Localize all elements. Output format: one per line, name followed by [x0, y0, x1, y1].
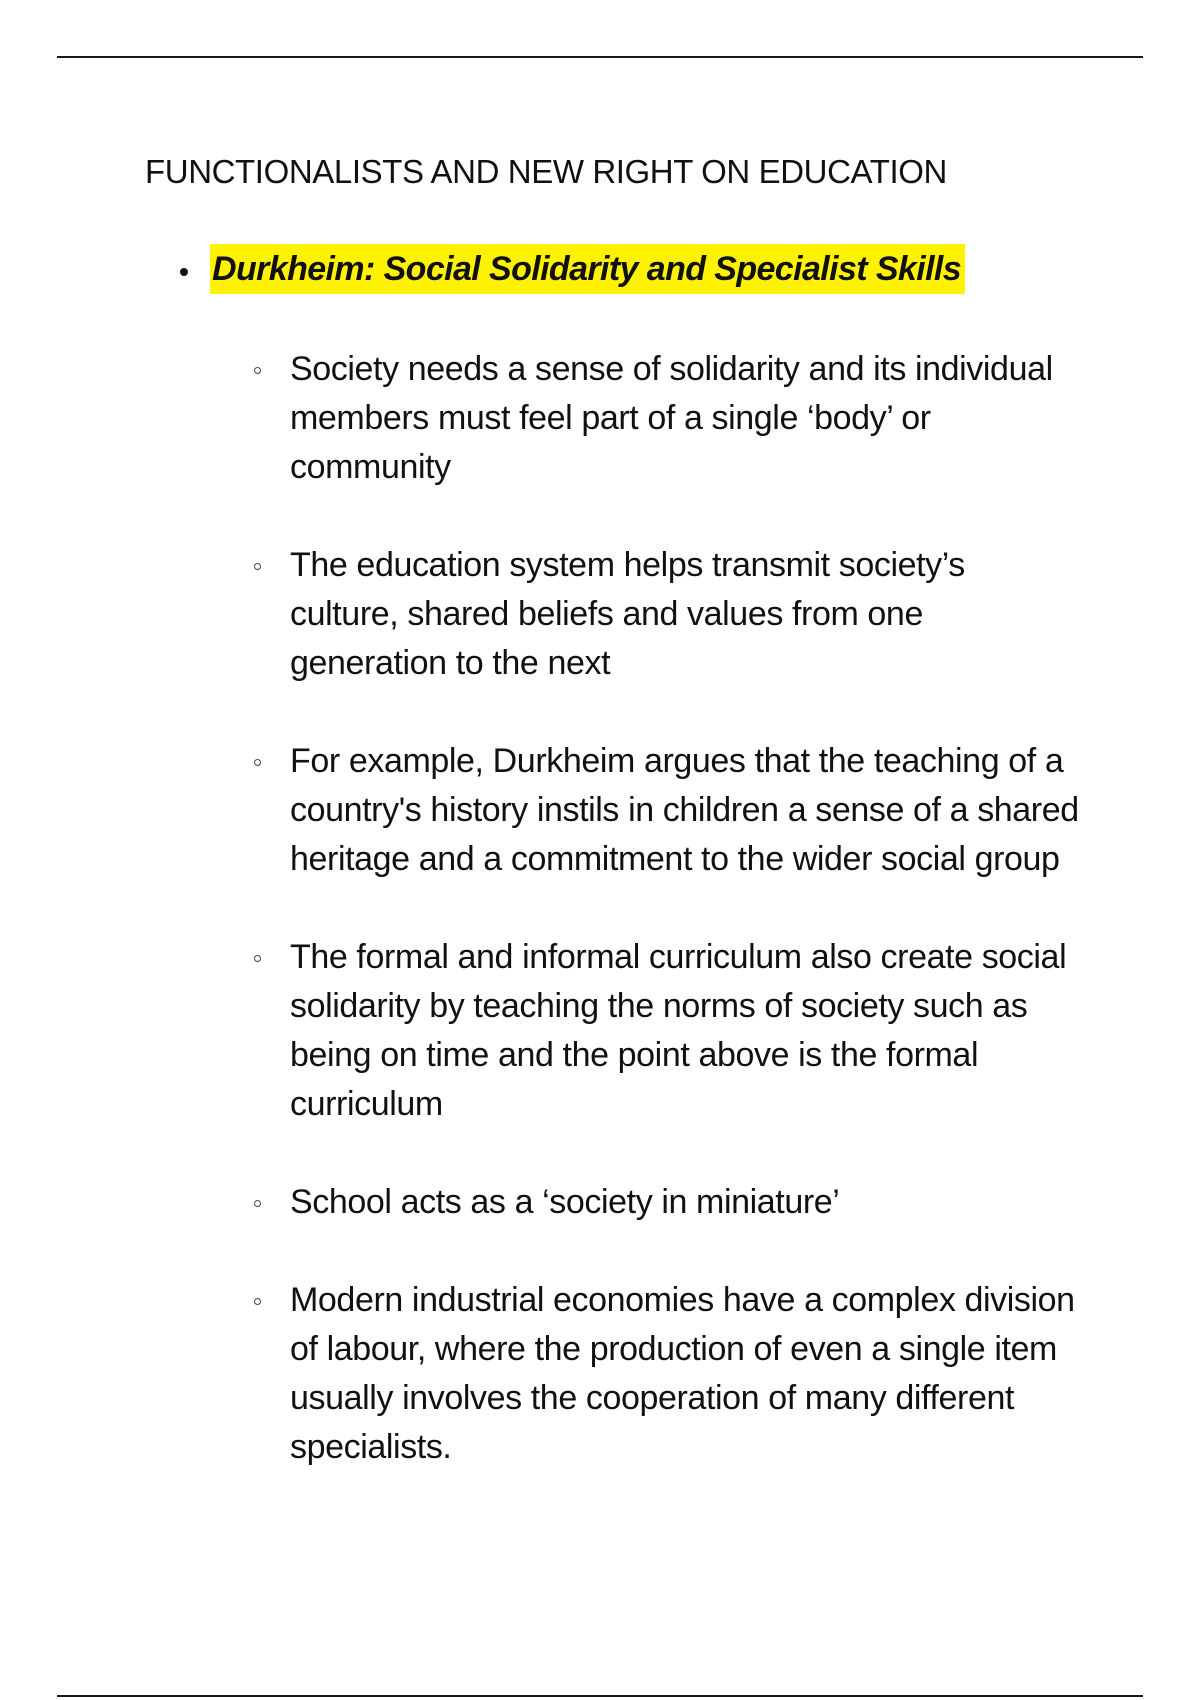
list-item: [250, 345, 1080, 492]
list-item: [250, 541, 1080, 688]
list-item-text: The education system helps transmit society’s culture, shared beliefs and values from one generation to the next: [290, 546, 965, 682]
top-rule: [57, 56, 1143, 58]
hollow-bullet-icon: [254, 759, 261, 766]
list-item: [250, 933, 1080, 1129]
list-item-text: Society needs a sense of solidarity and its individual members must feel part of a single ‘body’ or community: [290, 350, 1053, 486]
section-heading-text: Durkheim: Social Solidarity and Specialist Skills: [210, 244, 965, 294]
list-item-text: The formal and informal curriculum also create social solidarity by teaching the norms of society such as being on time and the point above is the formal curriculum: [290, 938, 1067, 1123]
bullet-icon: [180, 268, 188, 276]
list-item-text: School acts as a ‘society in miniature’: [290, 1183, 840, 1221]
hollow-bullet-icon: [254, 1298, 261, 1305]
list-item-text: Modern industrial economies have a complex division of labour, where the production of even a single item usually involves the cooperation of many different specialists.: [290, 1281, 1075, 1466]
list-item: [250, 1276, 1080, 1472]
list-item: [250, 737, 1080, 884]
page-title: FUNCTIONALISTS AND NEW RIGHT ON EDUCATION: [145, 153, 947, 190]
hollow-bullet-icon: [254, 563, 261, 570]
section-heading: [180, 244, 965, 294]
hollow-bullet-icon: [254, 367, 261, 374]
list-item-text: For example, Durkheim argues that the teaching of a country's history instils in children a sense of a shared heritage and a commitment to the wider social group: [290, 742, 1079, 878]
list-item: [250, 1178, 1080, 1227]
hollow-bullet-icon: [254, 955, 261, 962]
bottom-rule: [57, 1695, 1143, 1697]
hollow-bullet-icon: [254, 1200, 261, 1207]
bullet-list: [250, 345, 1080, 1521]
